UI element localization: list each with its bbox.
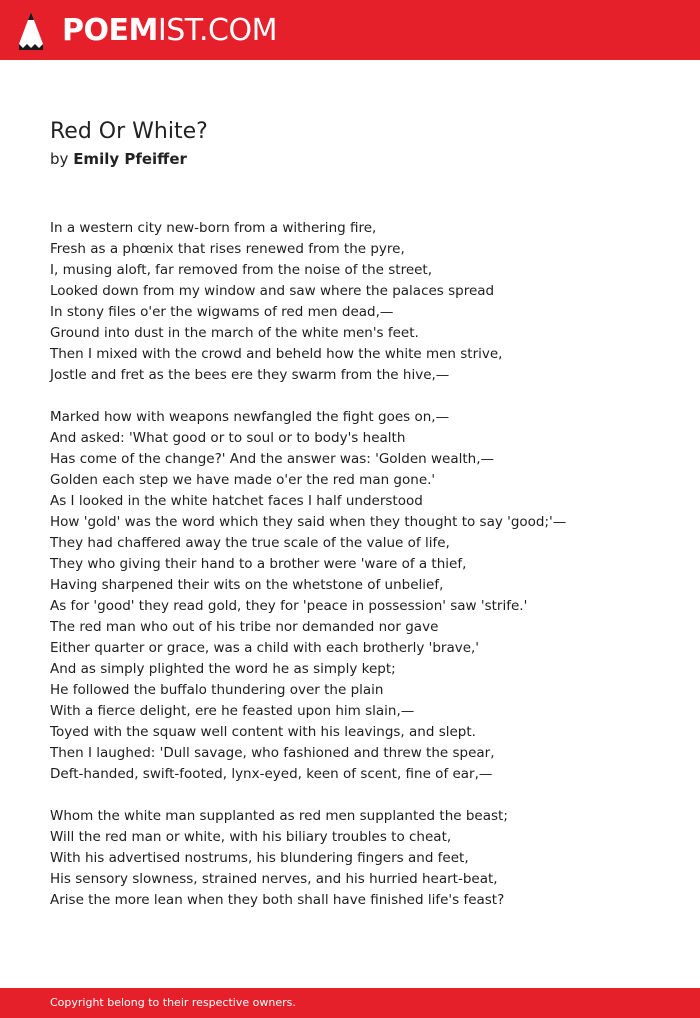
poem-stanza [50,806,670,911]
poem-line: They had chaffered away the true scale of the value of life, [50,535,450,551]
poem-line: He followed the buffalo thundering over the plain [50,682,384,698]
poem-line: Then I mixed with the crowd and beheld how the white men strive, [50,346,503,362]
poem-line: Has come of the change?' And the answer was: 'Golden wealth,— [50,451,495,467]
poem-byline [50,148,187,170]
poem-line: Fresh as a phœnix that rises renewed from the pyre, [50,241,405,257]
site-footer [0,988,700,1018]
poem-line: They who giving their hand to a brother were 'ware of a thief, [50,556,467,572]
poem-body [50,218,670,932]
byline-prefix: by [50,150,69,168]
pencil-tip-icon [17,11,45,51]
poem-line: Deft-handed, swift-footed, lynx-eyed, keen of scent, fine of ear,— [50,766,493,782]
author-name: Emily Pfeiffer [73,150,187,168]
poem-line: His sensory slowness, strained nerves, and his hurried heart-beat, [50,871,498,887]
poem-line: Will the red man or white, with his biliary troubles to cheat, [50,829,452,845]
poem-line: As I looked in the white hatchet faces I half understood [50,493,423,509]
poem-line: I, musing aloft, far removed from the noise of the street, [50,262,433,278]
poem-line: Jostle and fret as the bees ere they swarm from the hive,— [50,367,450,383]
poem-line: And asked: 'What good or to soul or to body's health [50,430,406,446]
poem-line: Toyed with the squaw well content with his leavings, and slept. [50,724,476,740]
poem-line: With a fierce delight, ere he feasted upon him slain,— [50,703,415,719]
poem-title: Red Or White? [50,119,208,144]
poem-line: Either quarter or grace, was a child with each brotherly 'brave,' [50,640,480,656]
poem-line: As for 'good' they read gold, they for 'peace in possession' saw 'strife.' [50,598,528,614]
poem-line: Arise the more lean when they both shall have finished life's feast? [50,892,505,908]
poem-stanza [50,407,670,785]
poem-line: How 'gold' was the word which they said when they thought to say 'good;'— [50,514,567,530]
poem-line: In a western city new-born from a withering fire, [50,220,377,236]
poem-line: In stony files o'er the wigwams of red men dead,— [50,304,394,320]
logo-bold-text: POEM [62,13,158,48]
copyright-notice: Copyright belong to their respective owners. [50,996,296,1009]
poem-line: Whom the white man supplanted as red men supplanted the beast; [50,808,508,824]
poem-line: Ground into dust in the march of the white men's feet. [50,325,419,341]
poem-line: Having sharpened their wits on the whetstone of unbelief, [50,577,444,593]
poem-line: Looked down from my window and saw where the palaces spread [50,283,495,299]
logo-light-text: IST.COM [157,13,277,48]
poem-line: With his advertised nostrums, his blundering fingers and feet, [50,850,469,866]
site-header [0,0,700,60]
poem-line: Marked how with weapons newfangled the fight goes on,— [50,409,450,425]
site-logo[interactable] [62,11,277,51]
poem-line: Golden each step we have made o'er the red man gone.' [50,472,436,488]
poem-stanza [50,218,670,386]
poem-line: Then I laughed: 'Dull savage, who fashioned and threw the spear, [50,745,495,761]
poem-line: And as simply plighted the word he as simply kept; [50,661,396,677]
poem-line: The red man who out of his tribe nor demanded nor gave [50,619,439,635]
